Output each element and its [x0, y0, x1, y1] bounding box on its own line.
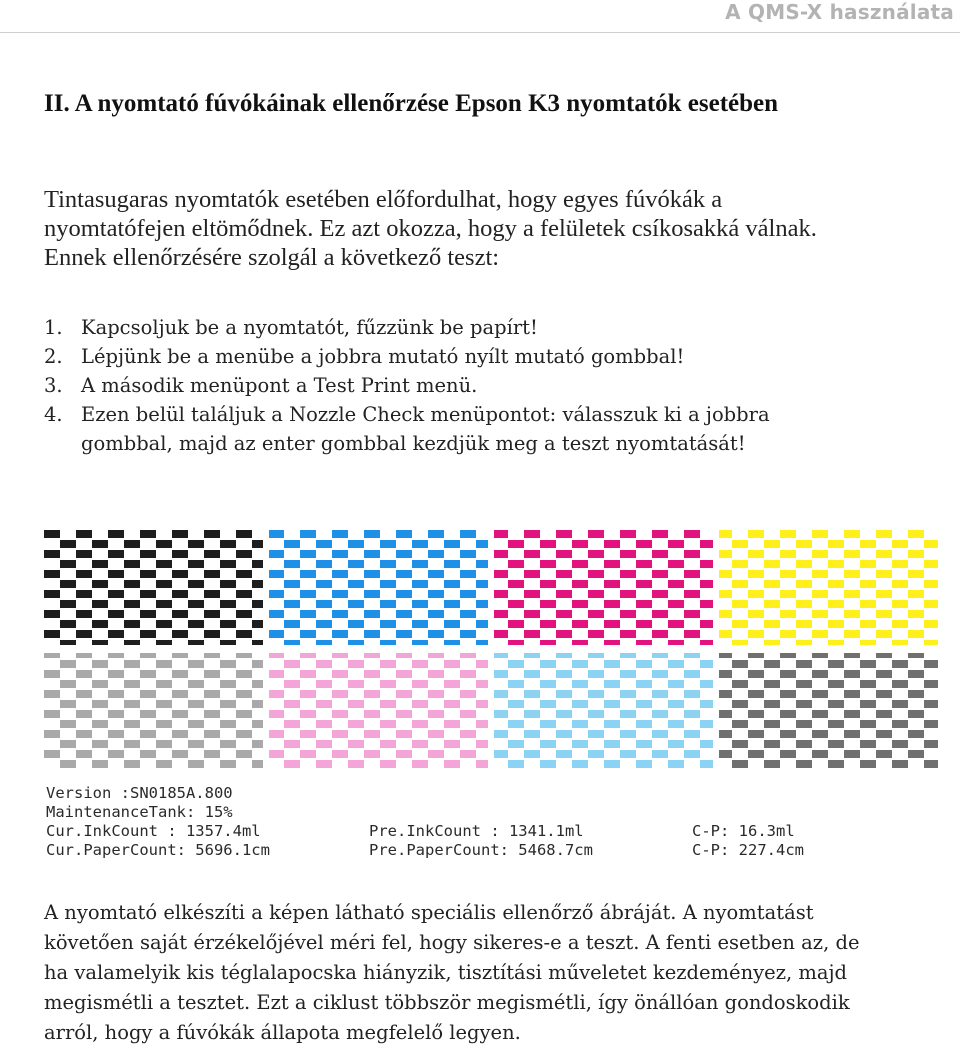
- section-title: II. A nyomtató fúvókáinak ellenőrzése Epson K3 nyomtatók esetében: [44, 90, 779, 117]
- status-cp-paper: C-P: 227.4cm: [692, 841, 804, 859]
- list-item: [44, 313, 944, 342]
- nozzle-block-light-gray: [44, 653, 263, 768]
- status-maintenance: MaintenanceTank: 15%: [46, 803, 233, 821]
- step-number: 2.: [44, 345, 63, 368]
- step-text: [81, 342, 944, 371]
- list-item: [44, 400, 944, 458]
- header-divider: [0, 32, 960, 33]
- list-item: [44, 371, 944, 400]
- status-cur-paper: Cur.PaperCount: 5696.1cm: [46, 841, 270, 859]
- status-pre-paper: Pre.PaperCount: 5468.7cm: [369, 841, 593, 859]
- outro-line: követően saját érzékelőjével méri fel, hogy sikeres-e a teszt. A fenti esetben az, de: [44, 931, 860, 954]
- list-item: [44, 342, 944, 371]
- step-line: A második menüpont a Test Print menü.: [81, 374, 478, 397]
- step-line: Kapcsoljuk be a nyomtatót, fűzzünk be papírt!: [81, 316, 538, 339]
- nozzle-block-light-cyan: [494, 653, 713, 768]
- nozzle-block-cyan: [269, 530, 488, 645]
- step-line: Ezen belül találjuk a Nozzle Check menüpontot: válasszuk ki a jobbra: [81, 403, 770, 426]
- nozzle-block-yellow: [719, 530, 938, 645]
- step-line: gombbal, majd az enter gombbal kezdjük meg a teszt nyomtatását!: [81, 432, 746, 455]
- step-text: [81, 371, 944, 400]
- status-version: Version :SN0185A.800: [46, 784, 233, 802]
- nozzle-block-magenta: [494, 530, 713, 645]
- status-cur-ink: Cur.InkCount : 1357.4ml: [46, 822, 261, 840]
- outro-line: arról, hogy a fúvókák állapota megfelelő legyen.: [44, 1021, 521, 1044]
- outro-line: megismétli a tesztet. Ezt a ciklust többször megismétli, így önállóan gondoskodik: [44, 991, 850, 1014]
- steps-list: [44, 313, 944, 458]
- step-line: Lépjünk be a menübe a jobbra mutató nyílt mutató gombbal!: [81, 345, 685, 368]
- intro-line: nyomtatófejen eltömődnek. Ez azt okozza, hogy a felületek csíkosakká válnak.: [44, 215, 817, 242]
- nozzle-block-black: [44, 530, 263, 645]
- step-text: [81, 400, 944, 458]
- step-number: 3.: [44, 374, 63, 397]
- intro-paragraph: [44, 185, 944, 272]
- step-number: 1.: [44, 316, 63, 339]
- status-cp-ink: C-P: 16.3ml: [692, 822, 795, 840]
- nozzle-check-pattern: [44, 530, 939, 860]
- step-text: [81, 313, 944, 342]
- step-number: 4.: [44, 403, 63, 426]
- outro-paragraph: [44, 898, 954, 1048]
- outro-line: A nyomtató elkészíti a képen látható speciális ellenőrző ábráját. A nyomtatást: [44, 901, 814, 924]
- nozzle-block-light-magenta: [269, 653, 488, 768]
- intro-line: Ennek ellenőrzésére szolgál a következő teszt:: [44, 244, 500, 271]
- header-title: A QMS-X használata: [725, 0, 954, 24]
- intro-line: Tintasugaras nyomtatók esetében előfordulhat, hogy egyes fúvókák a: [44, 186, 723, 213]
- nozzle-block-gray: [719, 653, 938, 768]
- status-pre-ink: Pre.InkCount : 1341.1ml: [369, 822, 584, 840]
- outro-line: ha valamelyik kis téglalapocska hiányzik, tisztítási műveletet kezdeményez, majd: [44, 961, 848, 984]
- nozzle-check-printout: [44, 530, 939, 860]
